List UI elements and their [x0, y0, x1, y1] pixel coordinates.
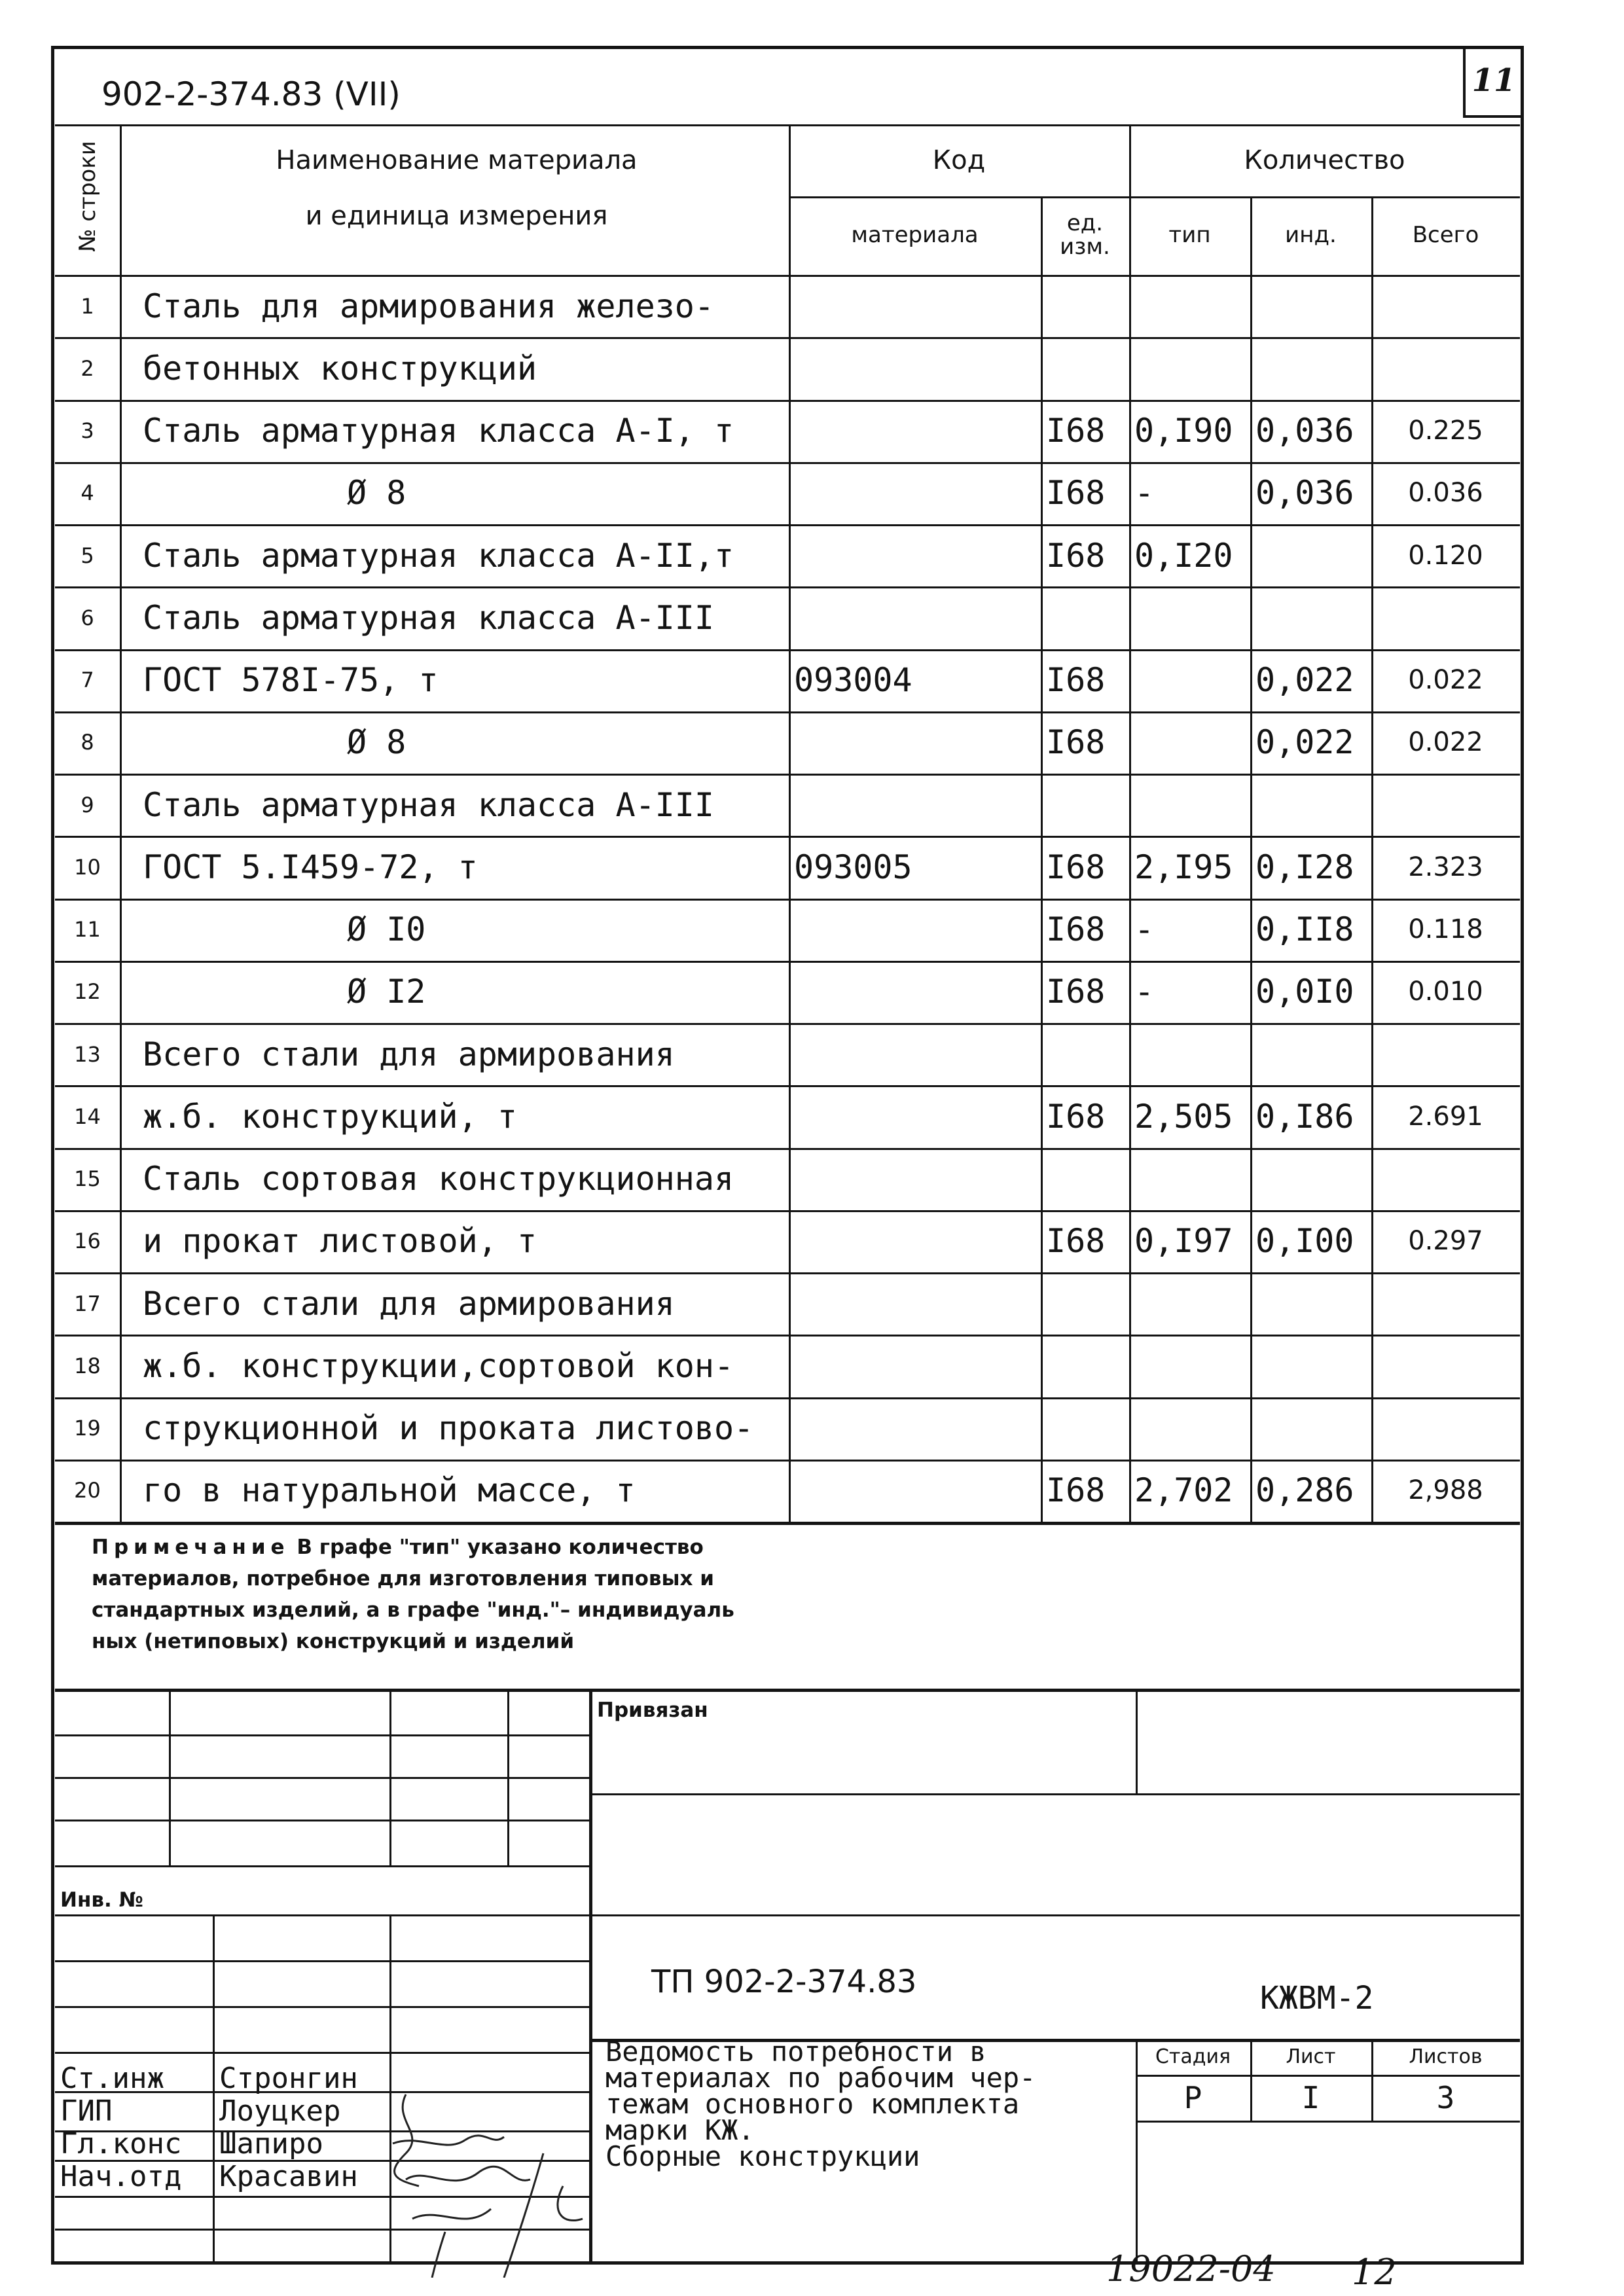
- row-total: [1371, 1023, 1520, 1085]
- row-total: 0.022: [1408, 665, 1483, 696]
- row-name: Сталь арматурная класса А-III: [143, 598, 714, 637]
- row-name: Ø 8: [347, 723, 406, 762]
- unit-code-header: ед. изм.: [1060, 210, 1110, 260]
- row-unit: I68: [1046, 1222, 1106, 1261]
- row-code: [789, 462, 1041, 524]
- name-header-unit: и единица измерения: [305, 201, 608, 231]
- row-unit: [1041, 1335, 1129, 1397]
- typ-header: тип: [1168, 222, 1211, 249]
- row-total: 0.022: [1408, 727, 1483, 758]
- row-typ: [1129, 774, 1250, 836]
- row-ind: [1250, 774, 1371, 836]
- row-ind: [1250, 1023, 1371, 1085]
- row-unit: [1041, 774, 1129, 836]
- row-name: ж.б. конструкции,сортовой кон-: [143, 1346, 734, 1385]
- row-n: 9: [81, 792, 94, 817]
- row-code: [789, 774, 1041, 836]
- row-code: [789, 899, 1041, 961]
- row-unit: [1041, 1272, 1129, 1335]
- row-total: 0.118: [1408, 914, 1483, 945]
- row-code: [789, 1210, 1041, 1272]
- name-header: Наименование материала: [276, 145, 638, 175]
- note-title: Примечание: [92, 1535, 290, 1559]
- row-n: 16: [74, 1229, 101, 1254]
- row-code: [789, 337, 1041, 399]
- code-header: Код: [932, 145, 986, 175]
- row-code: [789, 275, 1041, 337]
- row-ind: [1250, 586, 1371, 649]
- row-n: 18: [74, 1353, 101, 1378]
- sheet-label: Лист: [1286, 2045, 1336, 2068]
- staff-role: ГИП: [60, 2094, 113, 2128]
- row-unit: I68: [1046, 536, 1106, 575]
- row-typ: 0,I90: [1134, 412, 1233, 450]
- document-code: 902-2-374.83 (VII): [101, 75, 401, 113]
- row-name: ж.б. конструкций, т: [143, 1097, 517, 1136]
- row-code: 093005: [794, 848, 912, 886]
- row-total: [1371, 1272, 1520, 1335]
- row-unit: I68: [1046, 1471, 1106, 1510]
- row-n: 4: [81, 480, 94, 506]
- row-typ: [1129, 586, 1250, 649]
- row-typ: -: [1134, 474, 1155, 512]
- sheet-number: 11: [1463, 46, 1522, 118]
- row-name: Сталь арматурная класса А-I, т: [143, 412, 734, 450]
- row-unit: I68: [1046, 661, 1106, 700]
- row-total: [1371, 1397, 1520, 1460]
- row-ind: [1250, 1397, 1371, 1460]
- row-n: 11: [74, 917, 101, 942]
- row-code: [789, 586, 1041, 649]
- row-ind: [1250, 1272, 1371, 1335]
- privyazan-label: Привязан: [597, 1698, 708, 1722]
- row-typ: [1129, 275, 1250, 337]
- staff-role: Гл.конс: [60, 2127, 182, 2161]
- row-n: 12: [74, 979, 101, 1005]
- row-n: 6: [81, 605, 94, 630]
- row-typ: [1129, 1272, 1250, 1335]
- row-ind: 0,036: [1255, 412, 1354, 450]
- row-name: Всего стали для армирования: [143, 1284, 675, 1323]
- row-name: Сталь арматурная класса А-III: [143, 785, 714, 824]
- row-ind: [1250, 1335, 1371, 1397]
- row-name: Ø I2: [347, 973, 426, 1011]
- row-code: [789, 1023, 1041, 1085]
- row-code: [789, 1085, 1041, 1147]
- stage-value: Р: [1183, 2080, 1202, 2115]
- row-n: 10: [74, 854, 101, 880]
- row-name: Сталь сортовая конструкционная: [143, 1160, 734, 1198]
- row-unit: I68: [1046, 474, 1106, 512]
- row-code: [789, 1148, 1041, 1210]
- row-total: 0.297: [1408, 1226, 1483, 1257]
- row-name: ГОСТ 5.I459-72, т: [143, 848, 478, 886]
- row-n: 3: [81, 418, 94, 444]
- row-ind: 0,II8: [1255, 910, 1354, 949]
- row-n: 20: [74, 1478, 101, 1503]
- row-total: 0.010: [1408, 977, 1483, 1007]
- row-typ: 2,505: [1134, 1097, 1233, 1136]
- row-name: Ø 8: [347, 474, 406, 512]
- row-typ: [1129, 1148, 1250, 1210]
- row-code: [789, 524, 1041, 586]
- note: Примечание В графе "тип" указано количество материалов, потребное для изготовления типовых и стандартных изделий, а в графе "инд."– индивидуаль ных (нетиповых) конструкций и изделий: [92, 1535, 734, 1653]
- row-n: 8: [81, 730, 94, 755]
- row-unit: I68: [1046, 973, 1106, 1011]
- row-n: 1: [81, 293, 94, 319]
- row-total: 2.691: [1408, 1101, 1483, 1132]
- row-name: го в натуральной массе, т: [143, 1471, 636, 1510]
- row-typ: 0,I97: [1134, 1222, 1233, 1261]
- quantity-header: Количество: [1244, 145, 1405, 175]
- row-unit: I68: [1046, 412, 1106, 450]
- row-code: [789, 400, 1041, 462]
- sheet-value: I: [1301, 2080, 1320, 2115]
- row-total: [1371, 275, 1520, 337]
- row-total: [1371, 586, 1520, 649]
- row-ind: 0,I86: [1255, 1097, 1354, 1136]
- row-typ: [1129, 1335, 1250, 1397]
- row-code: [789, 1460, 1041, 1522]
- row-typ: [1129, 649, 1250, 711]
- row-typ: [1129, 1023, 1250, 1085]
- page-number: 12: [1352, 2251, 1397, 2293]
- row-ind: [1250, 337, 1371, 399]
- row-ind: 0,I00: [1255, 1222, 1354, 1261]
- row-unit: [1041, 275, 1129, 337]
- material-code-header: материала: [851, 222, 979, 249]
- row-ind: 0,I28: [1255, 848, 1354, 886]
- archive-stamp: 19022-04: [1106, 2248, 1276, 2289]
- row-n: 5: [81, 543, 94, 568]
- row-ind: [1250, 1148, 1371, 1210]
- row-ind: [1250, 275, 1371, 337]
- row-code: [789, 1272, 1041, 1335]
- row-unit: I68: [1046, 848, 1106, 886]
- row-unit: I68: [1046, 1097, 1106, 1136]
- staff-name: Лоуцкер: [219, 2094, 341, 2128]
- row-total: 0.120: [1408, 540, 1483, 571]
- row-unit: [1041, 1148, 1129, 1210]
- row-typ: [1129, 1397, 1250, 1460]
- row-name: Ø I0: [347, 910, 426, 949]
- row-unit: [1041, 1397, 1129, 1460]
- row-n: 17: [74, 1291, 101, 1316]
- row-name: Сталь арматурная класса А-II,т: [143, 536, 734, 575]
- row-name: ГОСТ 578I-75, т: [143, 661, 439, 700]
- sheets-label: Листов: [1409, 2045, 1483, 2068]
- row-total: 2,988: [1408, 1475, 1483, 1506]
- document-mark: КЖВМ-2: [1260, 1980, 1374, 2017]
- staff-name: Красавин: [219, 2160, 358, 2193]
- row-n: 15: [74, 1166, 101, 1192]
- row-name: Всего стали для армирования: [143, 1035, 675, 1073]
- row-unit: I68: [1046, 723, 1106, 762]
- row-ind: 0,022: [1255, 723, 1354, 762]
- stage-label: Стадия: [1155, 2045, 1231, 2068]
- document-description: Ведомость потребности в материалах по рабочим чер- тежам основного комплекта марки КЖ. Сборные конструкции: [605, 2036, 1036, 2172]
- row-name: струкционной и проката листово-: [143, 1409, 754, 1448]
- row-name: бетонных конструкций: [143, 349, 537, 387]
- row-n: 7: [81, 668, 94, 693]
- row-code: [789, 711, 1041, 774]
- row-typ: [1129, 337, 1250, 399]
- row-n: 2: [81, 355, 94, 381]
- row-typ: 2,702: [1134, 1471, 1233, 1510]
- staff-name: Стронгин: [219, 2062, 358, 2095]
- row-typ: [1129, 711, 1250, 774]
- row-code: [789, 1335, 1041, 1397]
- ind-header: инд.: [1285, 222, 1337, 249]
- project-code: ТП 902-2-374.83: [651, 1964, 917, 2000]
- sheets-value: 3: [1436, 2080, 1455, 2115]
- row-n: 19: [74, 1416, 101, 1441]
- row-typ: -: [1134, 910, 1155, 949]
- row-name: Сталь для армирования железо-: [143, 287, 714, 325]
- row-unit: I68: [1046, 910, 1106, 949]
- row-ind: 0,0I0: [1255, 973, 1354, 1011]
- row-ind: 0,022: [1255, 661, 1354, 700]
- row-unit: [1041, 337, 1129, 399]
- row-ind: 0,286: [1255, 1471, 1354, 1510]
- row-n: 13: [74, 1041, 101, 1067]
- total-header: Всего: [1412, 222, 1479, 249]
- row-total: [1371, 1335, 1520, 1397]
- row-total: [1371, 1148, 1520, 1210]
- row-code: 093004: [794, 661, 912, 700]
- row-total: [1371, 337, 1520, 399]
- row-total: 0.225: [1408, 416, 1483, 446]
- row-total: 2.323: [1408, 852, 1483, 882]
- row-typ: -: [1134, 973, 1155, 1011]
- row-typ: 0,I20: [1134, 536, 1233, 575]
- row-unit: [1041, 1023, 1129, 1085]
- staff-role: Ст.инж: [60, 2062, 164, 2095]
- staff-role: Нач.отд: [60, 2160, 182, 2193]
- row-number-header: № строки: [75, 141, 101, 252]
- row-total: [1371, 774, 1520, 836]
- row-typ: 2,I95: [1134, 848, 1233, 886]
- row-ind: [1250, 524, 1371, 586]
- signatures: [367, 2081, 668, 2278]
- row-code: [789, 961, 1041, 1023]
- inventory-number-label: Инв. №: [60, 1888, 143, 1912]
- row-name: и прокат листовой, т: [143, 1222, 537, 1261]
- row-ind: 0,036: [1255, 474, 1354, 512]
- row-n: 14: [74, 1103, 101, 1129]
- row-total: 0.036: [1408, 478, 1483, 509]
- row-code: [789, 1397, 1041, 1460]
- staff-name: Шапиро: [219, 2127, 323, 2161]
- row-unit: [1041, 586, 1129, 649]
